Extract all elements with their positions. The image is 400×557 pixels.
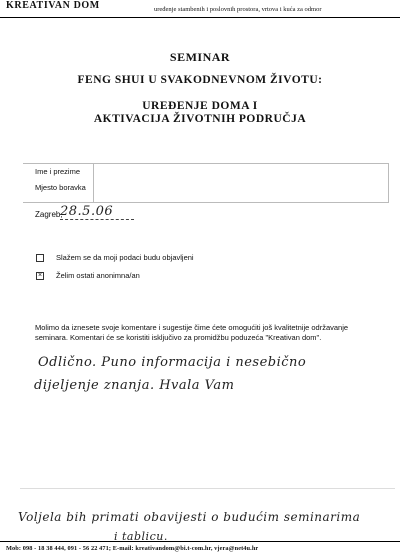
contact-footer: Mob: 098 - 18 38 444, 091 - 56 22 471; E-mail: kreativandom@bi.t-com.hr, vjera@net4u.hr bbox=[6, 545, 259, 552]
comment-instructions: Molimo da iznesete svoje komentare i sugestije čime ćete omogućiti još kvalitetnije održavanje seminara. Komentari će se koristiti isključivo za promidžbu poduzeća "Kreativan dom". bbox=[35, 323, 349, 342]
anonymous-checkbox[interactable]: × bbox=[37, 272, 43, 279]
seminar-subtitle-line2: AKTIVACIJA ŽIVOTNIH PODRUČJA bbox=[93, 113, 307, 125]
name-label: Ime i prezime bbox=[35, 167, 81, 176]
handwritten-comment-line1: Odlično. Puno informacija i nesebično bbox=[38, 355, 307, 370]
handwritten-wish-line2: i tablicu. bbox=[114, 530, 168, 543]
seminar-title: FENG SHUI U SVAKODNEVNOM ŽIVOTU: bbox=[77, 74, 323, 86]
brand-tagline: uređenje stambenih i poslovnih prostora, vrtova i kuća za odmor bbox=[154, 6, 322, 13]
info-box-divider bbox=[93, 163, 94, 202]
handwritten-comment-line2: dijeljenje znanja. Hvala Vam bbox=[34, 378, 235, 393]
seminar-subtitle-line1: UREĐENJE DOMA I bbox=[142, 100, 258, 112]
comment-area-divider bbox=[20, 488, 395, 489]
publish-consent-label: Slažem se da moji podaci budu objavljeni bbox=[56, 253, 194, 262]
footer-divider bbox=[0, 541, 400, 542]
date-label: Zagreb, bbox=[35, 210, 63, 219]
header-divider bbox=[0, 17, 400, 18]
seminar-label: SEMINAR bbox=[169, 50, 231, 64]
anonymous-label: Želim ostati anonimna/an bbox=[56, 271, 140, 280]
residence-label: Mjesto boravka bbox=[35, 183, 86, 192]
date-underline bbox=[60, 219, 134, 220]
brand-name: KREATIVAN DOM bbox=[6, 0, 100, 11]
handwritten-wish-line1: Voljela bih primati obavijesti o budućim seminarima bbox=[18, 510, 361, 524]
publish-consent-checkbox[interactable] bbox=[36, 254, 44, 262]
date-value: 28.5.06 bbox=[60, 204, 114, 219]
